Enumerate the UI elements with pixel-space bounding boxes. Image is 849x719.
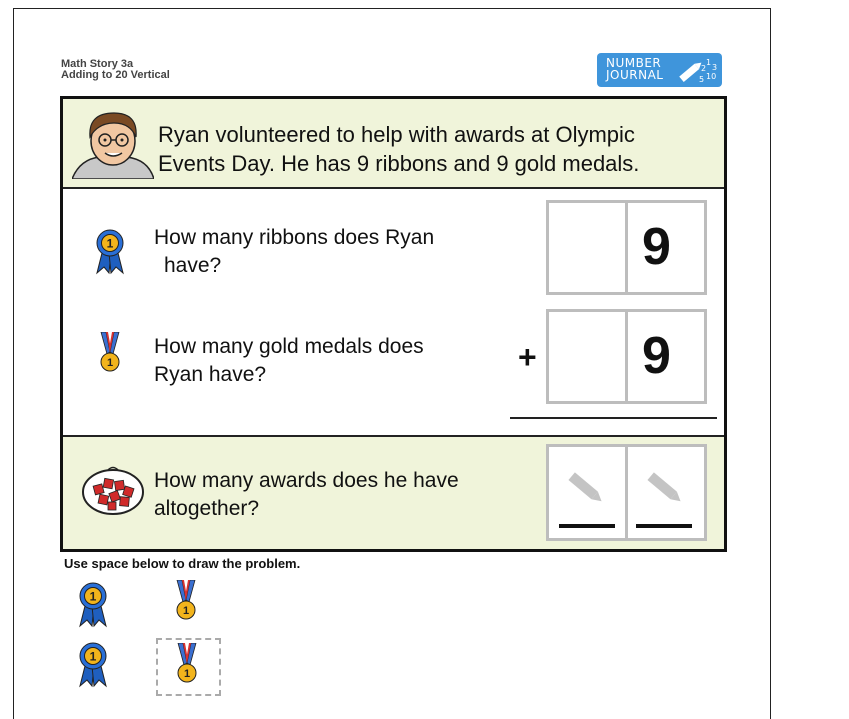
question-1-line-2: have?	[164, 254, 222, 277]
pencil-icon	[563, 469, 611, 509]
ribbon-number: 1	[89, 649, 97, 664]
question-3-line-2: altogether?	[154, 497, 260, 520]
question-1-text	[154, 224, 434, 280]
selected-medal-frame[interactable]	[156, 638, 221, 696]
answer-box-medals	[546, 309, 707, 404]
drawing-instructions: Use space below to draw the problem.	[64, 556, 301, 571]
question-1-line-1: How many ribbons does Ryan	[154, 226, 435, 249]
story-text	[158, 120, 639, 178]
question-3-line-1: How many awards does he have	[154, 469, 459, 492]
ribbon-icon[interactable]	[76, 582, 110, 628]
story-frame	[60, 96, 727, 552]
boy-face-icon	[72, 107, 154, 179]
story-line-2: Events Day. He has 9 ribbons and 9 gold medals.	[158, 151, 640, 176]
ribbon-number: 1	[89, 589, 97, 604]
plus-sign: +	[518, 339, 537, 375]
worksheet-title: Math Story 3a	[61, 58, 134, 70]
story-panel	[63, 99, 724, 189]
medal-number: 1	[183, 668, 191, 680]
logo-line1: NUMBER	[606, 56, 662, 70]
ones-write-line	[636, 524, 692, 528]
tens-write-line	[559, 524, 615, 528]
ribbon-number: 1	[106, 236, 114, 251]
answer-box-ribbons	[546, 200, 707, 295]
tens-cell-ribbons	[549, 203, 628, 292]
logo-num-5: 5	[699, 75, 705, 84]
ribbon-icon	[93, 229, 127, 275]
pencil-numbers-icon	[675, 56, 719, 84]
tens-cell-medals	[549, 312, 628, 401]
total-tens-cell[interactable]	[549, 447, 628, 538]
logo-num-2: 2	[701, 64, 707, 73]
logo-line2: JOURNAL	[606, 68, 664, 82]
total-ones-cell[interactable]	[628, 447, 704, 538]
story-line-1: Ryan volunteered to help with awards at Olympic	[158, 122, 635, 147]
medal-number: 1	[182, 605, 190, 617]
gold-medal-icon[interactable]	[175, 580, 197, 622]
gold-medal-icon	[99, 332, 121, 374]
total-answer-box[interactable]	[546, 444, 707, 541]
number-journal-logo	[597, 53, 722, 87]
logo-num-10: 10	[706, 72, 717, 81]
sum-line	[510, 417, 717, 419]
logo-num-3: 3	[712, 63, 718, 72]
ones-digit-medals: 9	[642, 327, 671, 385]
question-2-line-1: How many gold medals does	[154, 335, 424, 358]
awards-group-icon	[80, 465, 146, 517]
question-2-line-2: Ryan have?	[154, 363, 267, 386]
worksheet-header	[61, 59, 170, 81]
pencil-icon	[642, 469, 690, 509]
gold-medal-icon[interactable]	[176, 643, 198, 685]
question-2-text	[154, 333, 424, 389]
medal-number: 1	[106, 357, 114, 369]
ribbon-icon[interactable]	[76, 642, 110, 688]
worksheet-subtitle: Adding to 20 Vertical	[61, 69, 170, 81]
total-panel	[63, 437, 724, 549]
question-3-text	[154, 467, 459, 523]
question-panel	[63, 189, 724, 437]
ones-digit-ribbons: 9	[642, 218, 671, 276]
logo-num-1: 1	[706, 58, 712, 67]
